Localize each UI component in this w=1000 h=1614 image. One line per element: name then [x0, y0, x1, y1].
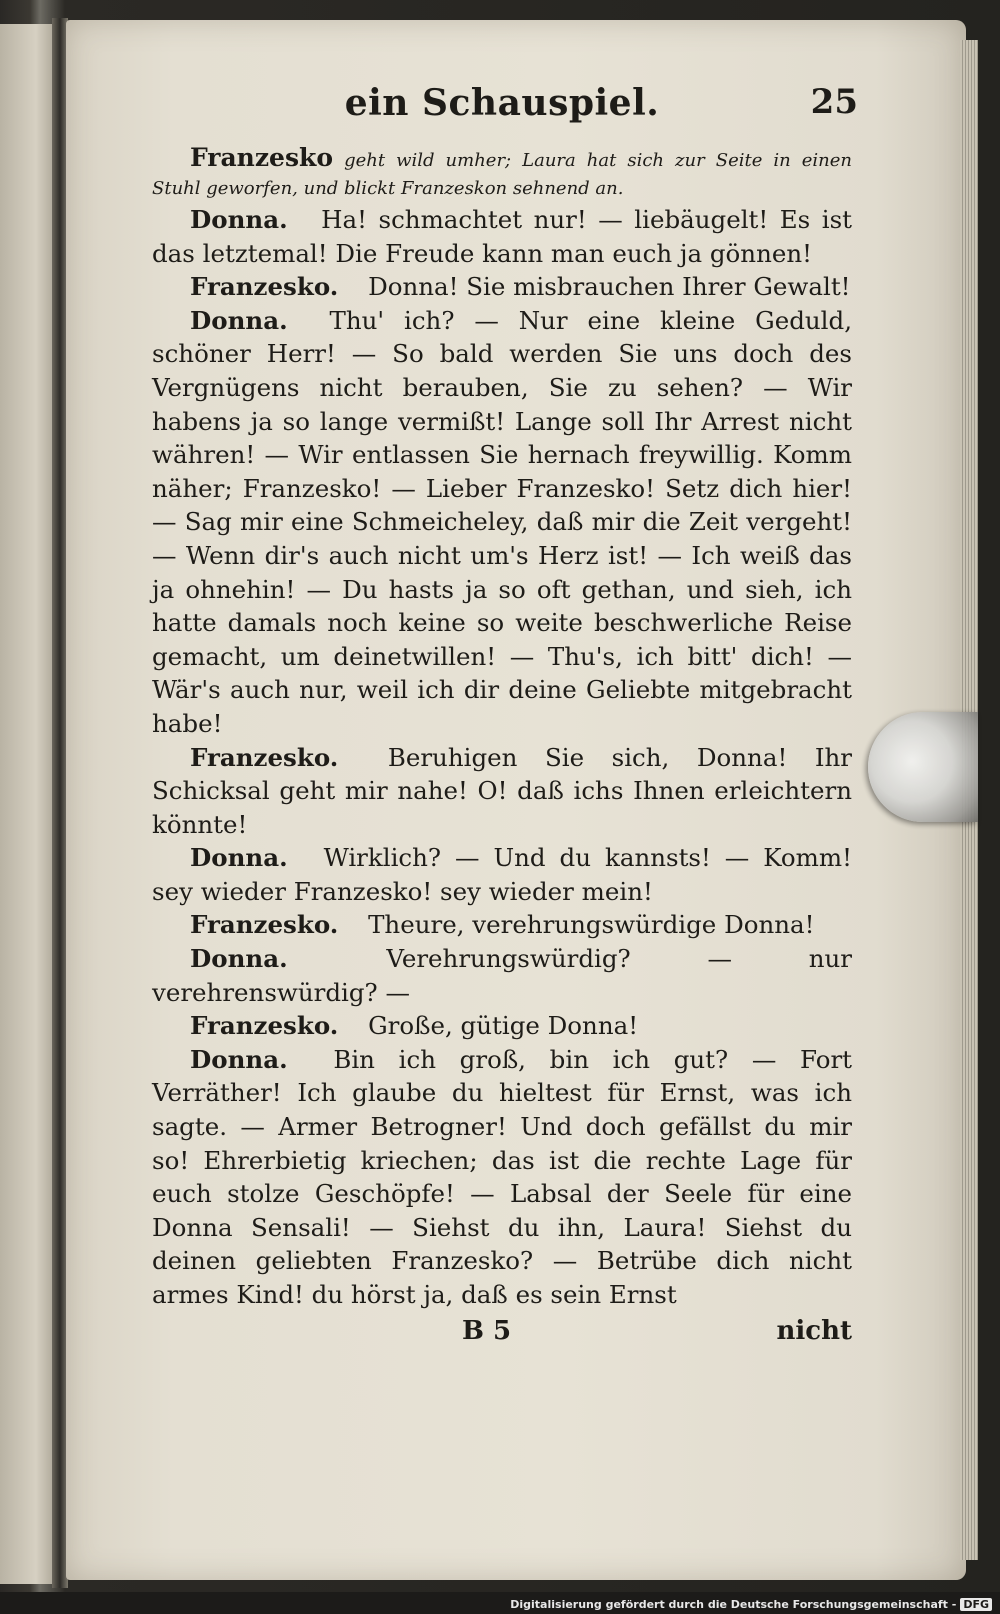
left-page-edge [0, 24, 60, 1584]
dialogue-paragraph [152, 908, 852, 942]
dialogue-paragraph [152, 942, 852, 1009]
signature-mark: B 5 [462, 1315, 512, 1346]
dialogue-text: Verehrungswürdig? — nur verehrenswürdig? — [152, 944, 852, 1007]
speaker-name: Donna. [190, 944, 288, 974]
dfg-logo: DFG [960, 1598, 992, 1611]
dialogue-paragraph [152, 1043, 852, 1312]
dialogue-paragraph [152, 304, 852, 741]
dialogue-paragraph [152, 841, 852, 908]
page-text [152, 72, 858, 1356]
dialogue-paragraph [152, 203, 852, 270]
stage-direction [152, 144, 852, 203]
page-footer [152, 1316, 852, 1356]
speaker-name: Donna. [190, 205, 288, 234]
speaker-name: Franzesko. [190, 910, 339, 940]
dialogue-text: Große, gütige Donna! [368, 1011, 639, 1041]
dialogue-text: Theure, verehrungswürdige Donna! [368, 910, 815, 940]
speaker-name: Donna. [190, 305, 288, 335]
running-head: ein Schauspiel. [344, 82, 660, 124]
dialogue-text: Bin ich groß, bin ich gut? — Fort Verräther! Ich glaube du hieltest für Ernst, was ich sagte. — Armer Betrogner! Und doch gefällst du mir so! Ehrerbietig kriechen; das ist die rechte Lage für euch stolze Geschöpfe! — Labsal der Seele für eine Donna Sensali! — Siehst du ihn, Laura! Siehst du deinen geliebten Franzesko? — Betrübe dich nicht armes Kind! du hörst ja, daß es sein Ernst [152, 1044, 852, 1309]
dialogue-paragraph [152, 741, 852, 842]
digitization-credit [510, 1598, 992, 1611]
dialogue-text: Wirklich? — Und du kannsts! — Komm! sey wieder Franzesko! sey wieder mein! [152, 843, 852, 906]
dialogue-text: Beruhigen Sie sich, Donna! Ihr Schicksal geht mir nahe! O! daß ichs Ihnen erleichtern könnte! [152, 742, 853, 839]
speaker-name: Donna. [190, 1044, 288, 1074]
speaker-name: Donna. [190, 843, 288, 873]
page-header [152, 72, 858, 144]
dialogue-paragraph [152, 1009, 852, 1043]
stage-speaker: Franzesko [190, 143, 334, 172]
dialogue-text: Ha! schmachtet nur! — liebäugelt! Es ist das letztemal! Die Freude kann man euch ja gönnen! [152, 205, 852, 268]
speaker-name: Franzesko. [190, 1011, 339, 1041]
speaker-name: Franzesko. [190, 742, 339, 772]
page-number: 25 [810, 82, 858, 122]
stage-text: geht wild umher; Laura hat sich zur Seite in einen Stuhl geworfen, und blickt Franzeskon sehnend an. [152, 150, 852, 199]
credit-text: Digitalisierung gefördert durch die Deutsche Forschungsgemeinschaft - [510, 1598, 957, 1611]
dialogue-text: Thu' ich? — Nur eine kleine Geduld, schöner Herr! — So bald werden Sie uns doch des Vergnügens nicht berauben, Sie zu sehen? — Wir habens ja so lange vermißt! Lange soll Ihr Arrest nicht währen! — Wir entlassen Sie hernach freywillig. Komm näher; Franzesko! — Lieber Franzesko! Setz dich hier! — Sag mir eine Schmeicheley, daß mir die Zeit vergeht! — Wenn dir's auch nicht um's Herz ist! — Ich weiß das ja ohnehin! — Du hasts ja so oft gethan, und sieh, ich hatte damals noch keine so weite beschwerliche Reise gemacht, um deinetwillen! — Thu's, ich bitt' dich! — Wär's auch nur, weil ich dir deine Geliebte mitgebracht habe! [152, 305, 852, 738]
catchword: nicht [776, 1315, 852, 1346]
dialogue-paragraph [152, 270, 852, 304]
dialogue-text: Donna! Sie misbrauchen Ihrer Gewalt! [368, 272, 851, 302]
speaker-name: Franzesko. [190, 272, 339, 302]
page-clip-icon [868, 712, 978, 822]
